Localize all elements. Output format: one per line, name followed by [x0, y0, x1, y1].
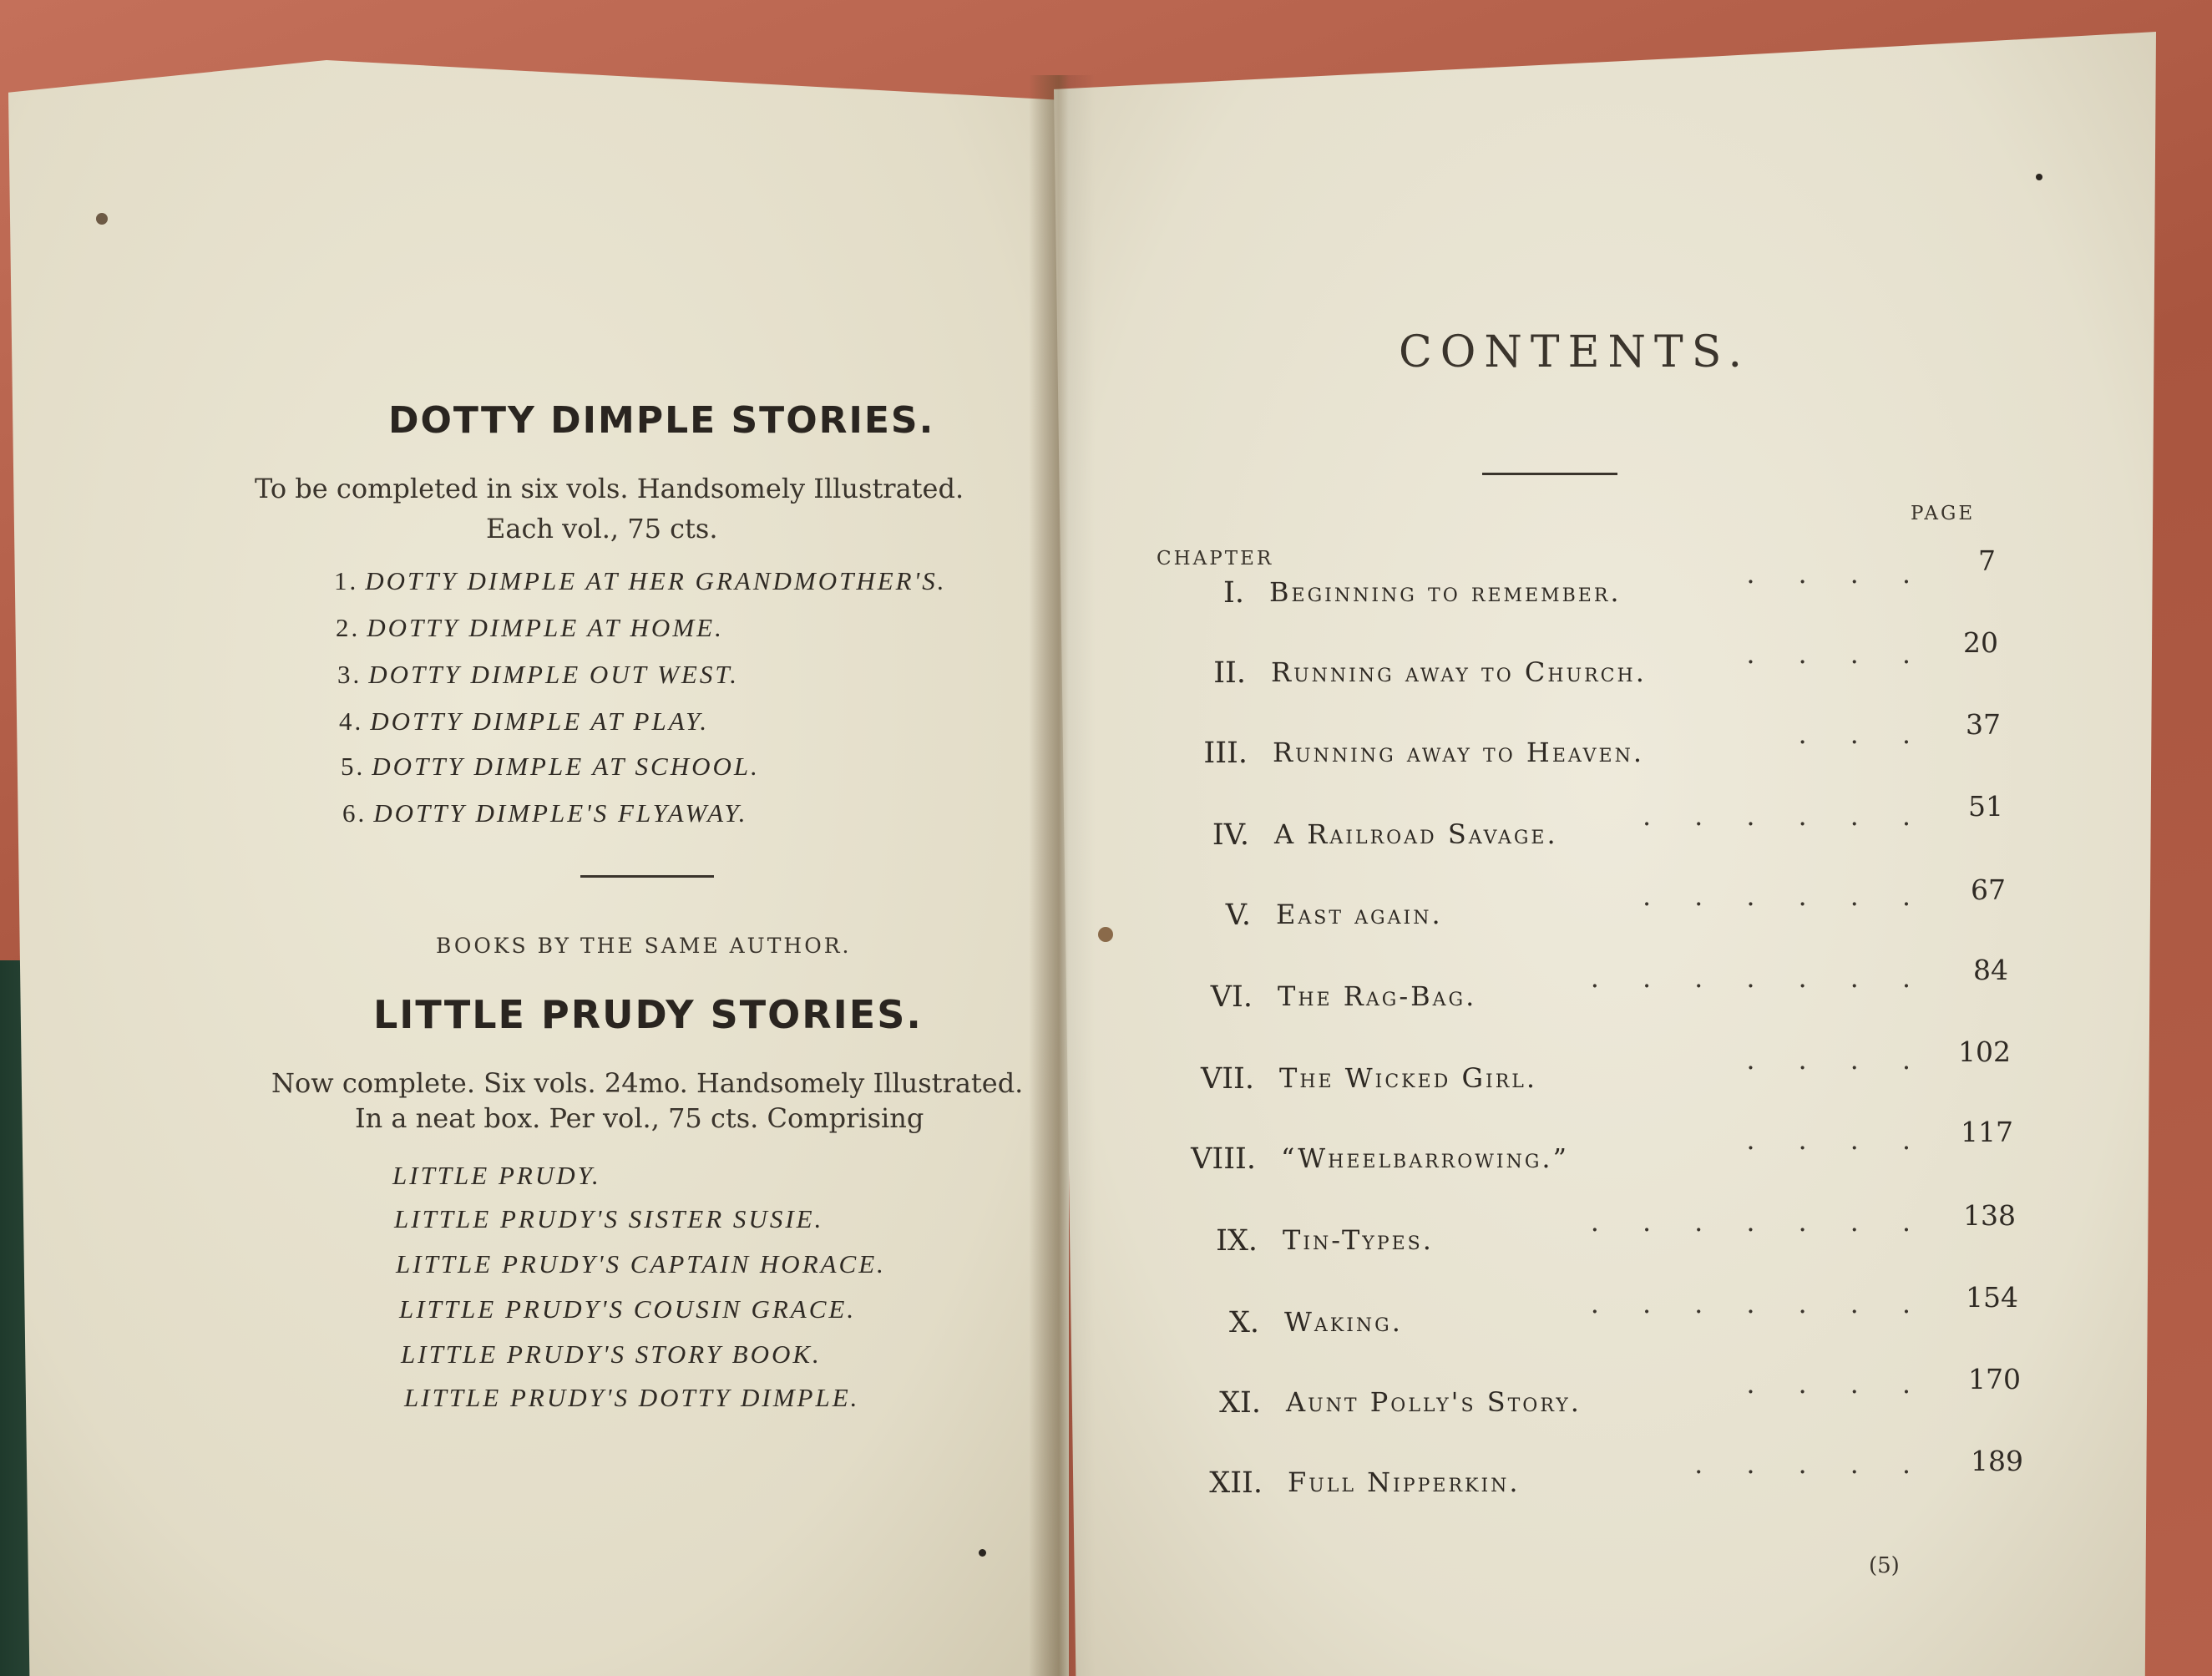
- item-title: DOTTY DIMPLE OUT WEST.: [368, 660, 740, 689]
- dot-leader: ...: [1798, 718, 1954, 750]
- chapter-number: VIII.: [1191, 1142, 1256, 1176]
- chapter-number: X.: [1228, 1306, 1259, 1339]
- chapter-page-number: 138: [1963, 1199, 2016, 1232]
- right-page: [1054, 32, 2156, 1676]
- little-prudy-item: LITTLE PRUDY'S DOTTY DIMPLE.: [404, 1383, 860, 1412]
- item-title: DOTTY DIMPLE AT PLAY.: [370, 706, 710, 736]
- chapter-number: XI.: [1219, 1386, 1261, 1420]
- dot-leader: ....: [1746, 638, 1954, 670]
- chapter-number: IX.: [1216, 1224, 1258, 1258]
- chapter-title: Aunt Polly's Story.: [1286, 1386, 1582, 1418]
- dotty-dimple-item: [339, 706, 709, 737]
- item-title: DOTTY DIMPLE AT HOME.: [367, 613, 724, 642]
- dotty-dimple-price: Each vol., 75 cts.: [486, 513, 718, 544]
- left-divider-rule: [580, 875, 714, 878]
- chapter-column-label: CHAPTER: [1157, 548, 1274, 570]
- item-number: 6.: [342, 798, 367, 828]
- dotty-dimple-item: [334, 566, 946, 596]
- dot-leader: ......: [1642, 880, 1954, 912]
- chapter-title: Full Nipperkin.: [1288, 1466, 1521, 1498]
- item-title: DOTTY DIMPLE'S FLYAWAY.: [373, 798, 748, 828]
- dot-leader: ....: [1746, 1368, 1954, 1400]
- chapter-page-number: 67: [1971, 873, 2006, 906]
- contents-title: CONTENTS.: [1399, 327, 1751, 377]
- chapter-number: I.: [1223, 576, 1244, 610]
- dot-leader: ....: [1746, 1044, 1954, 1076]
- little-prudy-item: LITTLE PRUDY'S STORY BOOK.: [401, 1339, 822, 1369]
- left-page: [8, 60, 1069, 1676]
- dotty-dimple-series-title: DOTTY DIMPLE STORIES.: [388, 399, 935, 442]
- foxing-spot: [1098, 927, 1113, 942]
- dot-leader: ....: [1746, 558, 1954, 590]
- chapter-page-number: 37: [1966, 708, 2001, 741]
- page-column-label: PAGE: [1911, 503, 1976, 524]
- chapter-title: Beginning to remember.: [1269, 576, 1622, 608]
- dot-leader: .......: [1590, 962, 1954, 994]
- chapter-page-number: 189: [1971, 1445, 2023, 1477]
- chapter-page-number: 7: [1978, 544, 1996, 577]
- page-gutter-shadow: [1029, 75, 1096, 1676]
- chapter-title: “Wheelbarrowing.”: [1281, 1142, 1569, 1174]
- dot-leader: ......: [1642, 800, 1954, 832]
- chapter-title: A Railroad Savage.: [1274, 818, 1558, 850]
- dotty-dimple-item: [336, 613, 724, 643]
- chapter-number: IV.: [1212, 818, 1249, 852]
- chapter-number: II.: [1213, 656, 1246, 690]
- chapter-number: VII.: [1200, 1062, 1254, 1096]
- little-prudy-item: LITTLE PRUDY'S CAPTAIN HORACE.: [396, 1249, 886, 1279]
- page-number: (5): [1869, 1553, 1900, 1578]
- item-number: 5.: [341, 752, 366, 781]
- chapter-page-number: 170: [1968, 1363, 2021, 1395]
- chapter-title: Running away to Church.: [1271, 656, 1647, 688]
- dot-leader: .....: [1694, 1448, 1954, 1480]
- chapter-title: East again.: [1276, 899, 1443, 930]
- foxing-spot: [2036, 174, 2042, 180]
- foxing-spot: [96, 213, 108, 225]
- chapter-page-number: 20: [1963, 626, 1998, 659]
- dot-leader: .......: [1590, 1206, 1954, 1238]
- chapter-title: The Wicked Girl.: [1279, 1062, 1538, 1094]
- little-prudy-item: LITTLE PRUDY.: [392, 1161, 601, 1190]
- chapter-page-number: 154: [1966, 1281, 2018, 1314]
- little-prudy-item: LITTLE PRUDY'S COUSIN GRACE.: [399, 1294, 857, 1324]
- chapter-title: Waking.: [1284, 1306, 1403, 1338]
- little-prudy-price: In a neat box. Per vol., 75 cts. Comprising: [355, 1102, 924, 1134]
- dotty-dimple-item: [341, 752, 760, 782]
- same-author-heading: BOOKS BY THE SAME AUTHOR.: [436, 934, 852, 958]
- chapter-page-number: 102: [1958, 1035, 2011, 1068]
- item-number: 3.: [337, 660, 362, 689]
- foxing-spot: [979, 1549, 986, 1557]
- dotty-dimple-item: [337, 660, 739, 690]
- contents-divider-rule: [1482, 473, 1617, 475]
- little-prudy-description: Now complete. Six vols. 24mo. Handsomely Illustrated.: [271, 1067, 1024, 1099]
- item-title: DOTTY DIMPLE AT HER GRANDMOTHER'S.: [365, 566, 947, 595]
- chapter-page-number: 117: [1961, 1116, 2013, 1148]
- chapter-number: VI.: [1210, 980, 1253, 1014]
- little-prudy-series-title: LITTLE PRUDY STORIES.: [373, 992, 923, 1037]
- dot-leader: .......: [1590, 1288, 1954, 1319]
- item-number: 4.: [339, 706, 364, 736]
- chapter-number: III.: [1203, 737, 1248, 770]
- little-prudy-item: LITTLE PRUDY'S SISTER SUSIE.: [394, 1204, 824, 1233]
- item-number: 2.: [336, 613, 361, 642]
- chapter-title: Tin-Types.: [1283, 1224, 1434, 1256]
- chapter-page-number: 84: [1973, 954, 2008, 986]
- chapter-page-number: 51: [1968, 790, 2003, 823]
- chapter-title: Running away to Heaven.: [1273, 737, 1645, 768]
- dotty-dimple-description: To be completed in six vols. Handsomely Illustrated.: [255, 473, 964, 504]
- chapter-title: The Rag-Bag.: [1278, 980, 1477, 1012]
- dotty-dimple-item: [342, 798, 747, 828]
- item-title: DOTTY DIMPLE AT SCHOOL.: [372, 752, 760, 781]
- item-number: 1.: [334, 566, 359, 595]
- dot-leader: ....: [1746, 1124, 1954, 1156]
- chapter-number: V.: [1225, 899, 1251, 932]
- chapter-number: XII.: [1209, 1466, 1263, 1500]
